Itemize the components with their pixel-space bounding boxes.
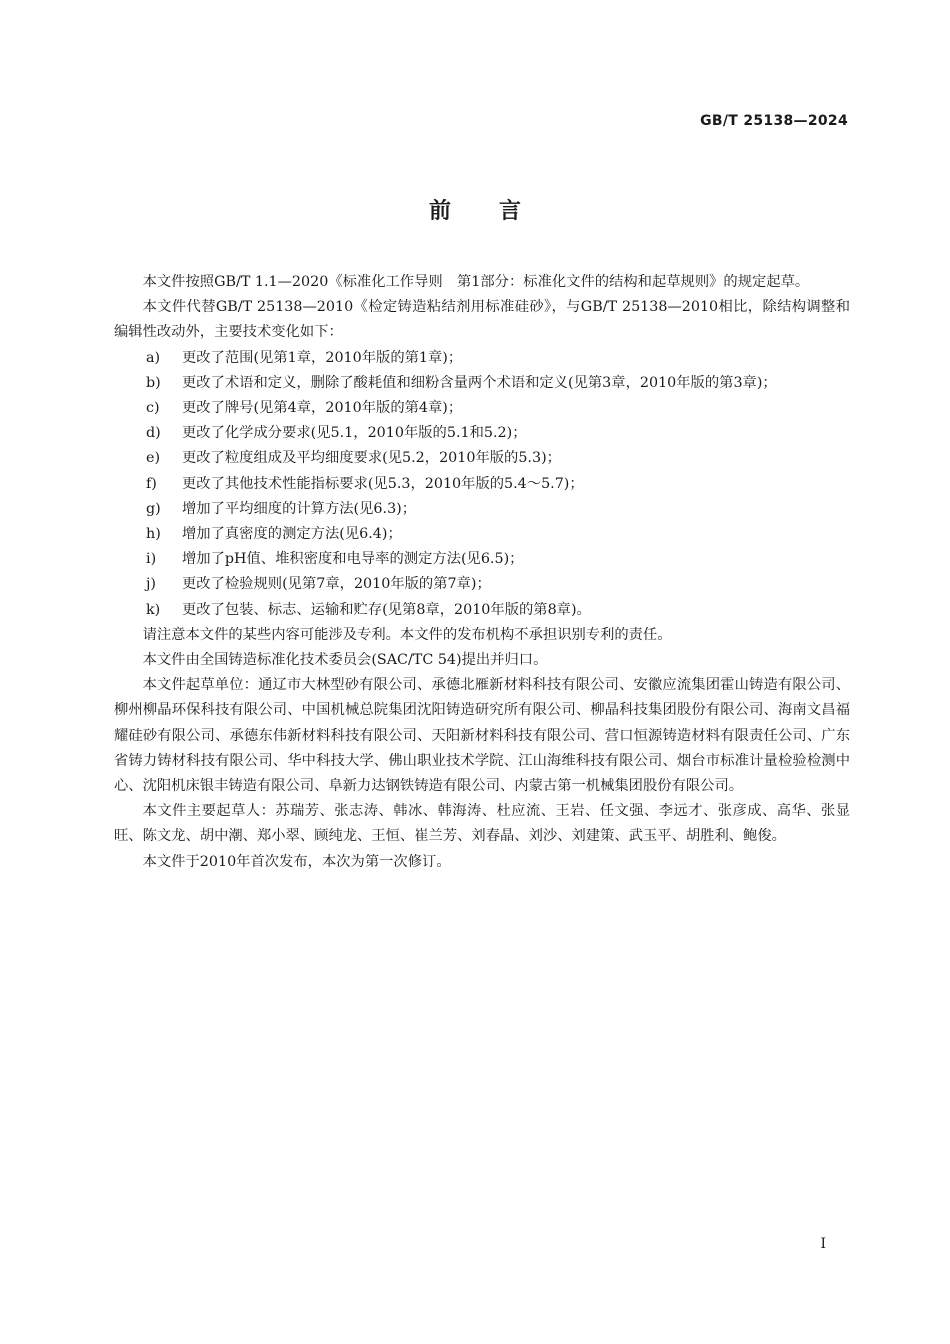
list-text: 更改了术语和定义，删除了酸耗值和细粉含量两个术语和定义(见第3章，2010年版的第3章)；: [182, 374, 777, 391]
page-number: I: [820, 1236, 826, 1252]
list-item: [114, 547, 850, 572]
list-text: 增加了真密度的测定方法(见6.4)；: [182, 526, 402, 543]
list-text: 更改了粒度组成及平均细度要求(见5.2，2010年版的5.3)；: [182, 450, 561, 467]
list-text: 增加了pH值、堆积密度和电导率的测定方法(见6.5)；: [182, 551, 524, 568]
list-marker: h): [146, 526, 161, 543]
list-text: 更改了化学成分要求(见5.1，2010年版的5.1和5.2)；: [182, 425, 527, 442]
list-text: 增加了平均细度的计算方法(见6.3)；: [182, 500, 417, 517]
list-marker: i): [146, 551, 157, 568]
list-item: [114, 472, 850, 497]
paragraph-proposer: 本文件由全国铸造标准化技术委员会(SAC/TC 54)提出并归口。: [142, 652, 548, 669]
paragraph-drafters: 本文件主要起草人：苏瑞芳、张志涛、韩冰、韩海涛、杜应流、王岩、任文强、李远才、张彦成、高华、张显旺、陈文龙、胡中潮、郑小翠、顾纯龙、王恒、崔兰芳、刘春晶、刘沙、刘建策、武玉平、胡胜利、鲍俊。: [114, 803, 850, 845]
list-marker: b): [146, 374, 161, 391]
list-text: 更改了牌号(见第4章，2010年版的第4章)；: [182, 400, 463, 417]
list-text: 更改了检验规则(见第7章，2010年版的第7章)；: [182, 576, 491, 593]
list-marker: f): [146, 475, 157, 492]
list-marker: k): [146, 601, 161, 618]
paragraph-drafting-units: 本文件起草单位：通辽市大林型砂有限公司、承德北雁新材料科技有限公司、安徽应流集团霍山铸造有限公司、柳州柳晶环保科技有限公司、中国机械总院集团沈阳铸造研究所有限公司、柳晶科技集团股份有限公司、海南文昌福耀硅砂有限公司、承德东伟新材料科技有限公司、天阳新材料科技有限公司、营口恒源铸造材料有限责任公司、广东省铸力铸材科技有限公司、华中科技大学、佛山职业技术学院、江山海维科技有限公司、烟台市标准计量检验检测中心、沈阳机床银丰铸造有限公司、阜新力达钢铁铸造有限公司、内蒙古第一机械集团股份有限公司。: [114, 677, 850, 795]
list-item: [114, 371, 850, 396]
list-item: [114, 572, 850, 597]
list-marker: g): [146, 500, 161, 517]
list-item: [114, 598, 850, 623]
changes-list: [114, 346, 850, 623]
standard-code: GB/T 25138—2024: [700, 113, 848, 129]
list-item: [114, 346, 850, 371]
paragraph-history: 本文件于2010年首次发布，本次为第一次修订。: [142, 853, 451, 870]
paragraph-patent-notice: 请注意本文件的某些内容可能涉及专利。本文件的发布机构不承担识别专利的责任。: [142, 626, 672, 643]
list-marker: a): [146, 349, 161, 366]
list-marker: d): [146, 425, 161, 442]
list-item: [114, 396, 850, 421]
list-marker: e): [146, 450, 161, 467]
list-text: 更改了其他技术性能指标要求(见5.3，2010年版的5.4～5.7)；: [182, 475, 584, 492]
list-item: [114, 421, 850, 446]
paragraph-drafting-rules: 本文件按照GB/T 1.1—2020《标准化工作导则 第1部分：标准化文件的结构和起草规则》的规定起草。: [142, 274, 810, 290]
list-item: [114, 497, 850, 522]
list-marker: j): [146, 576, 157, 593]
list-text: 更改了包装、标志、运输和贮存(见第8章，2010年版的第8章)。: [182, 601, 591, 618]
list-item: [114, 522, 850, 547]
list-text: 更改了范围(见第1章，2010年版的第1章)；: [182, 349, 463, 366]
page-title: 前言: [428, 199, 569, 224]
list-item: [114, 446, 850, 471]
paragraph-replacement: 本文件代替GB/T 25138—2010《检定铸造粘结剂用标准硅砂》，与GB/T 25138—2010相比，除结构调整和编辑性改动外，主要技术变化如下：: [114, 299, 850, 341]
list-marker: c): [146, 400, 160, 417]
foreword-body: [114, 270, 850, 875]
